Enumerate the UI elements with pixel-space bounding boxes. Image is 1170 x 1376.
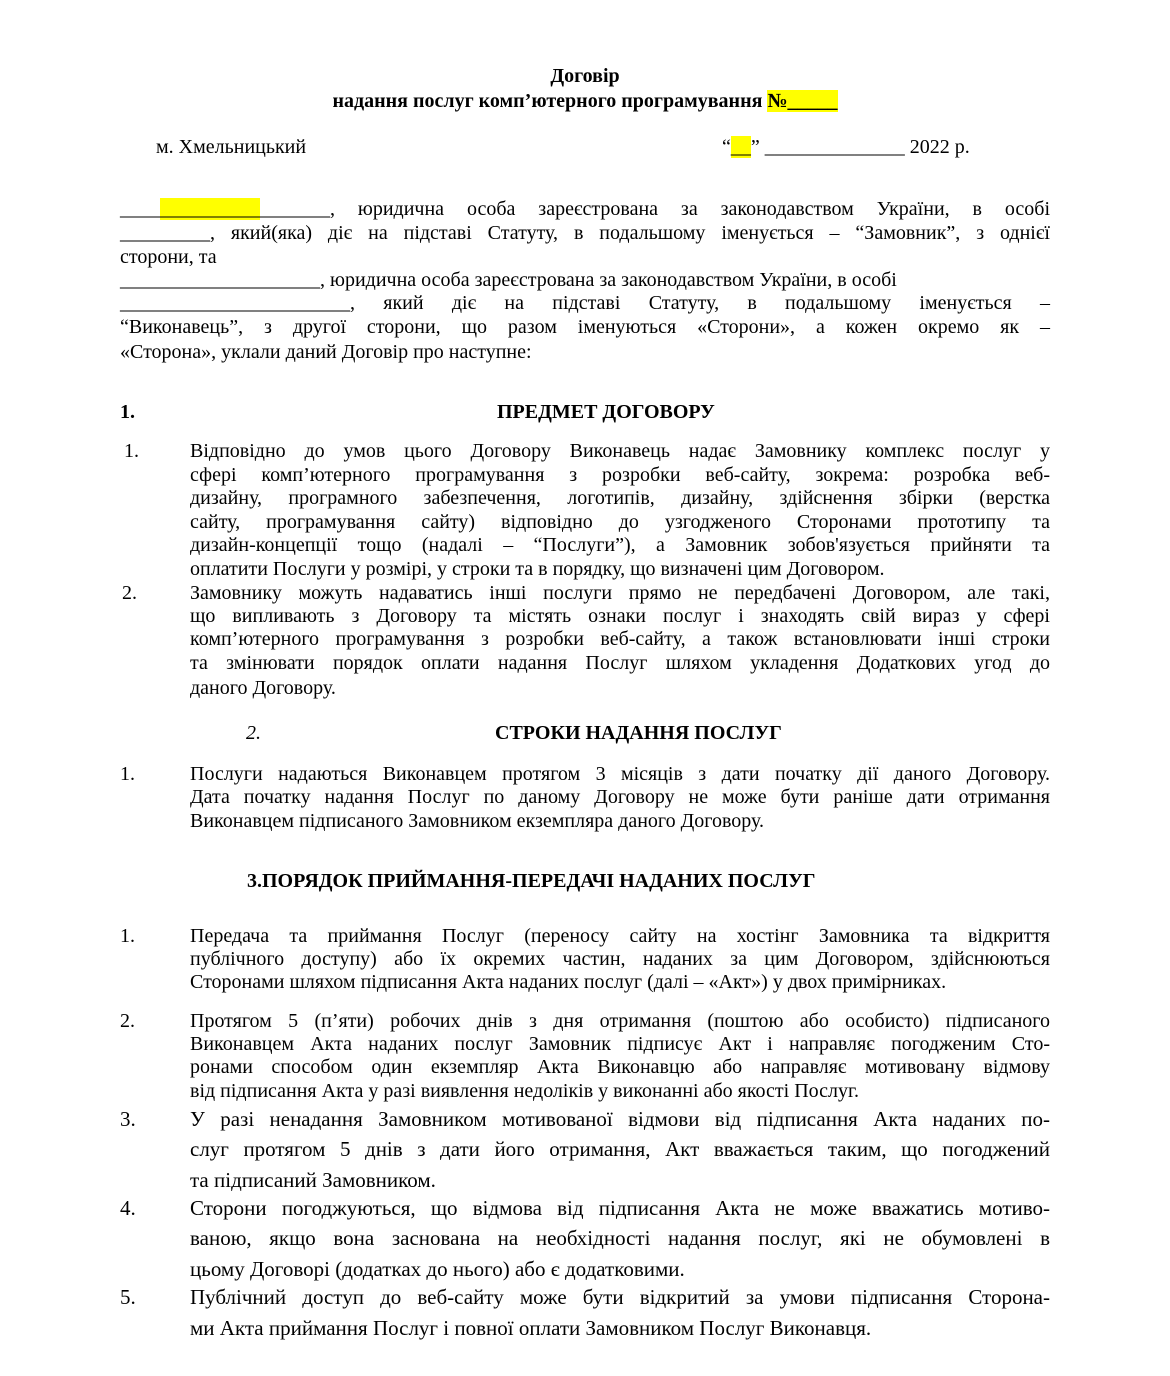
s1-item1-line: дизайну, програмного забезпечення, логотипів, дизайну, здійснення збірки (верстка xyxy=(190,487,1050,509)
s3-item5-line: ми Акта приймання Послуг і повної оплати Замовником Послуг Виконавця. xyxy=(190,1316,872,1340)
s1-item2-line: та змінювати порядок оплати надання Послуг шляхом укладення Додаткових угод до xyxy=(190,652,1050,674)
section1-number: 1. xyxy=(120,401,135,423)
s3-item1-line: Сторонами шляхом підписання Акта наданих послуг (далі – «Акт») у двох примірниках. xyxy=(190,971,947,993)
s3-item2-line: ронами способом один екземпляр Акта Виконавцю або направляє мотивовану відмову xyxy=(190,1056,1050,1078)
s3-item4-line: цьому Договорі (додатках до нього) або є додатковими. xyxy=(190,1257,685,1281)
s3-item3-line: та підписаний Замовником. xyxy=(190,1168,436,1192)
date-day: __ xyxy=(730,136,751,158)
s2-item1-line: Послуги надаються Виконавцем протягом 3 місяців з дати початку дії даного Договору. xyxy=(190,763,1050,785)
s1-item2-line: даного Договору. xyxy=(190,677,336,699)
s3-item3-line: У разі ненадання Замовником мотивованої відмови від підписання Акта наданих по- xyxy=(190,1107,1050,1131)
s3-item5-line: Публічний доступ до веб-сайту може бути відкритий за умови підписання Сторона- xyxy=(190,1285,1050,1309)
date-year: 2022 р. xyxy=(909,136,970,158)
s1-item1-line: сфері комп’ютерного програмування з розробки веб-сайту, зокрема: розробка веб- xyxy=(190,464,1050,486)
s1-item1-line: дизайн-концепції тощо (надалі – “Послуги”), а Замовник зобов'язується прийняти та xyxy=(190,534,1050,556)
party1-text: , юридична особа зареєстрована за законодавством України, в особі xyxy=(330,198,1050,220)
doc-city: м. Хмельницький xyxy=(156,136,307,158)
section2-title: СТРОКИ НАДАННЯ ПОСЛУГ xyxy=(495,722,782,744)
date-month: ______________ xyxy=(764,136,905,158)
preamble-line-1 xyxy=(120,198,1050,222)
date-quote-open: “ xyxy=(722,136,731,158)
s3-item1-line: публічного доступу) або їх окремих частин, наданих за цим Договором, здійснюються xyxy=(190,948,1050,970)
s1-item2-line: комп’ютерного програмування з розробки веб-сайту, а також встановлювати інші строки xyxy=(190,628,1050,650)
preamble-line-6: “Виконавець”, з другої сторони, що разом іменуються «Сторони», а кожен окремо як – xyxy=(120,316,1050,338)
preamble-line-5: _______________________, який діє на підставі Статуту, в подальшому іменується – xyxy=(120,292,1050,314)
s1-item1-line: Відповідно до умов цього Договору Виконавець надає Замовнику комплекс послуг у xyxy=(190,440,1050,462)
s2-item1-number: 1. xyxy=(120,763,135,785)
s3-item4-line: Сторони погоджуються, що відмова від підписання Акта не може вважатись мотиво- xyxy=(190,1196,1050,1220)
s3-item1-line: Передача та приймання Послуг (переносу сайту на хостінг Замовника та відкриття xyxy=(190,925,1050,947)
section1-title: ПРЕДМЕТ ДОГОВОРУ xyxy=(497,401,715,423)
doc-title: Договір xyxy=(550,65,620,87)
preamble-line-2: _________, який(яка) діє на підставі Статуту, в подальшому іменується – “Замовник”, з однієї xyxy=(120,222,1050,244)
s2-item1-line: Дата початку надання Послуг по даному Договору не може бути раніше дати отримання xyxy=(190,786,1050,808)
section3-title: 3.ПОРЯДОК ПРИЙМАННЯ-ПЕРЕДАЧІ НАДАНИХ ПОСЛУГ xyxy=(247,870,816,892)
s3-item3-number: 3. xyxy=(120,1107,136,1131)
s1-item1-number: 1. xyxy=(124,440,139,462)
doc-subtitle xyxy=(0,89,1170,113)
s3-item1-number: 1. xyxy=(120,925,135,947)
party1-blank-highlight: __________ xyxy=(160,198,260,220)
s3-item4-line: ваною, якщо вона заснована на необхідності надання послуг, які не обумовлені в xyxy=(190,1226,1050,1250)
doc-date xyxy=(722,135,970,159)
doc-number-label: №_____ xyxy=(767,90,838,112)
s3-item2-number: 2. xyxy=(120,1010,135,1032)
s3-item2-line: Протягом 5 (п’яти) робочих днів з дня отримання (поштою або особисто) підписаного xyxy=(190,1010,1050,1032)
date-quote-close: ” xyxy=(750,136,760,158)
s1-item1-line: сайту, програмування сайту) відповідно до узгодженого Сторонами прототипу та xyxy=(190,511,1050,533)
party1-blank-a: ____ xyxy=(120,198,160,220)
s3-item4-number: 4. xyxy=(120,1196,136,1220)
preamble-line-3: сторони, та xyxy=(120,246,217,268)
s2-item1-line: Виконавцем підписаного Замовником екземпляра даного Договору. xyxy=(190,810,765,832)
section2-number: 2. xyxy=(246,722,261,744)
s1-item1-line: оплатити Послуги у розмірі, у строки та в порядку, що визначені цим Договором. xyxy=(190,558,885,580)
preamble-line-7: «Сторона», уклали даний Договір про наступне: xyxy=(120,341,532,363)
s3-item5-number: 5. xyxy=(120,1285,136,1309)
s1-item2-line: що випливають з Договору та містять ознаки послуг і знаходять свій вираз у сфері xyxy=(190,605,1050,627)
s3-item3-line: слуг протягом 5 днів з дати його отримання, Акт вважається таким, що погоджений xyxy=(190,1137,1050,1161)
preamble-line-4: ____________________, юридична особа зареєстрована за законодавством України, в особі xyxy=(120,269,897,291)
s3-item2-line: Виконавцем Акта наданих послуг Замовник підписує Акт і направляє погодженим Сто- xyxy=(190,1033,1050,1055)
s1-item2-number: 2. xyxy=(122,582,137,604)
party1-blank-b: _______ xyxy=(260,198,330,220)
doc-subtitle-text: надання послуг комп’ютерного програмування xyxy=(332,90,763,112)
s1-item2-line: Замовнику можуть надаватись інші послуги прямо не передбачені Договором, але такі, xyxy=(190,582,1050,604)
s3-item2-line: від підписання Акта у разі виявлення недоліків у виконанні або якості Послуг. xyxy=(190,1080,859,1102)
